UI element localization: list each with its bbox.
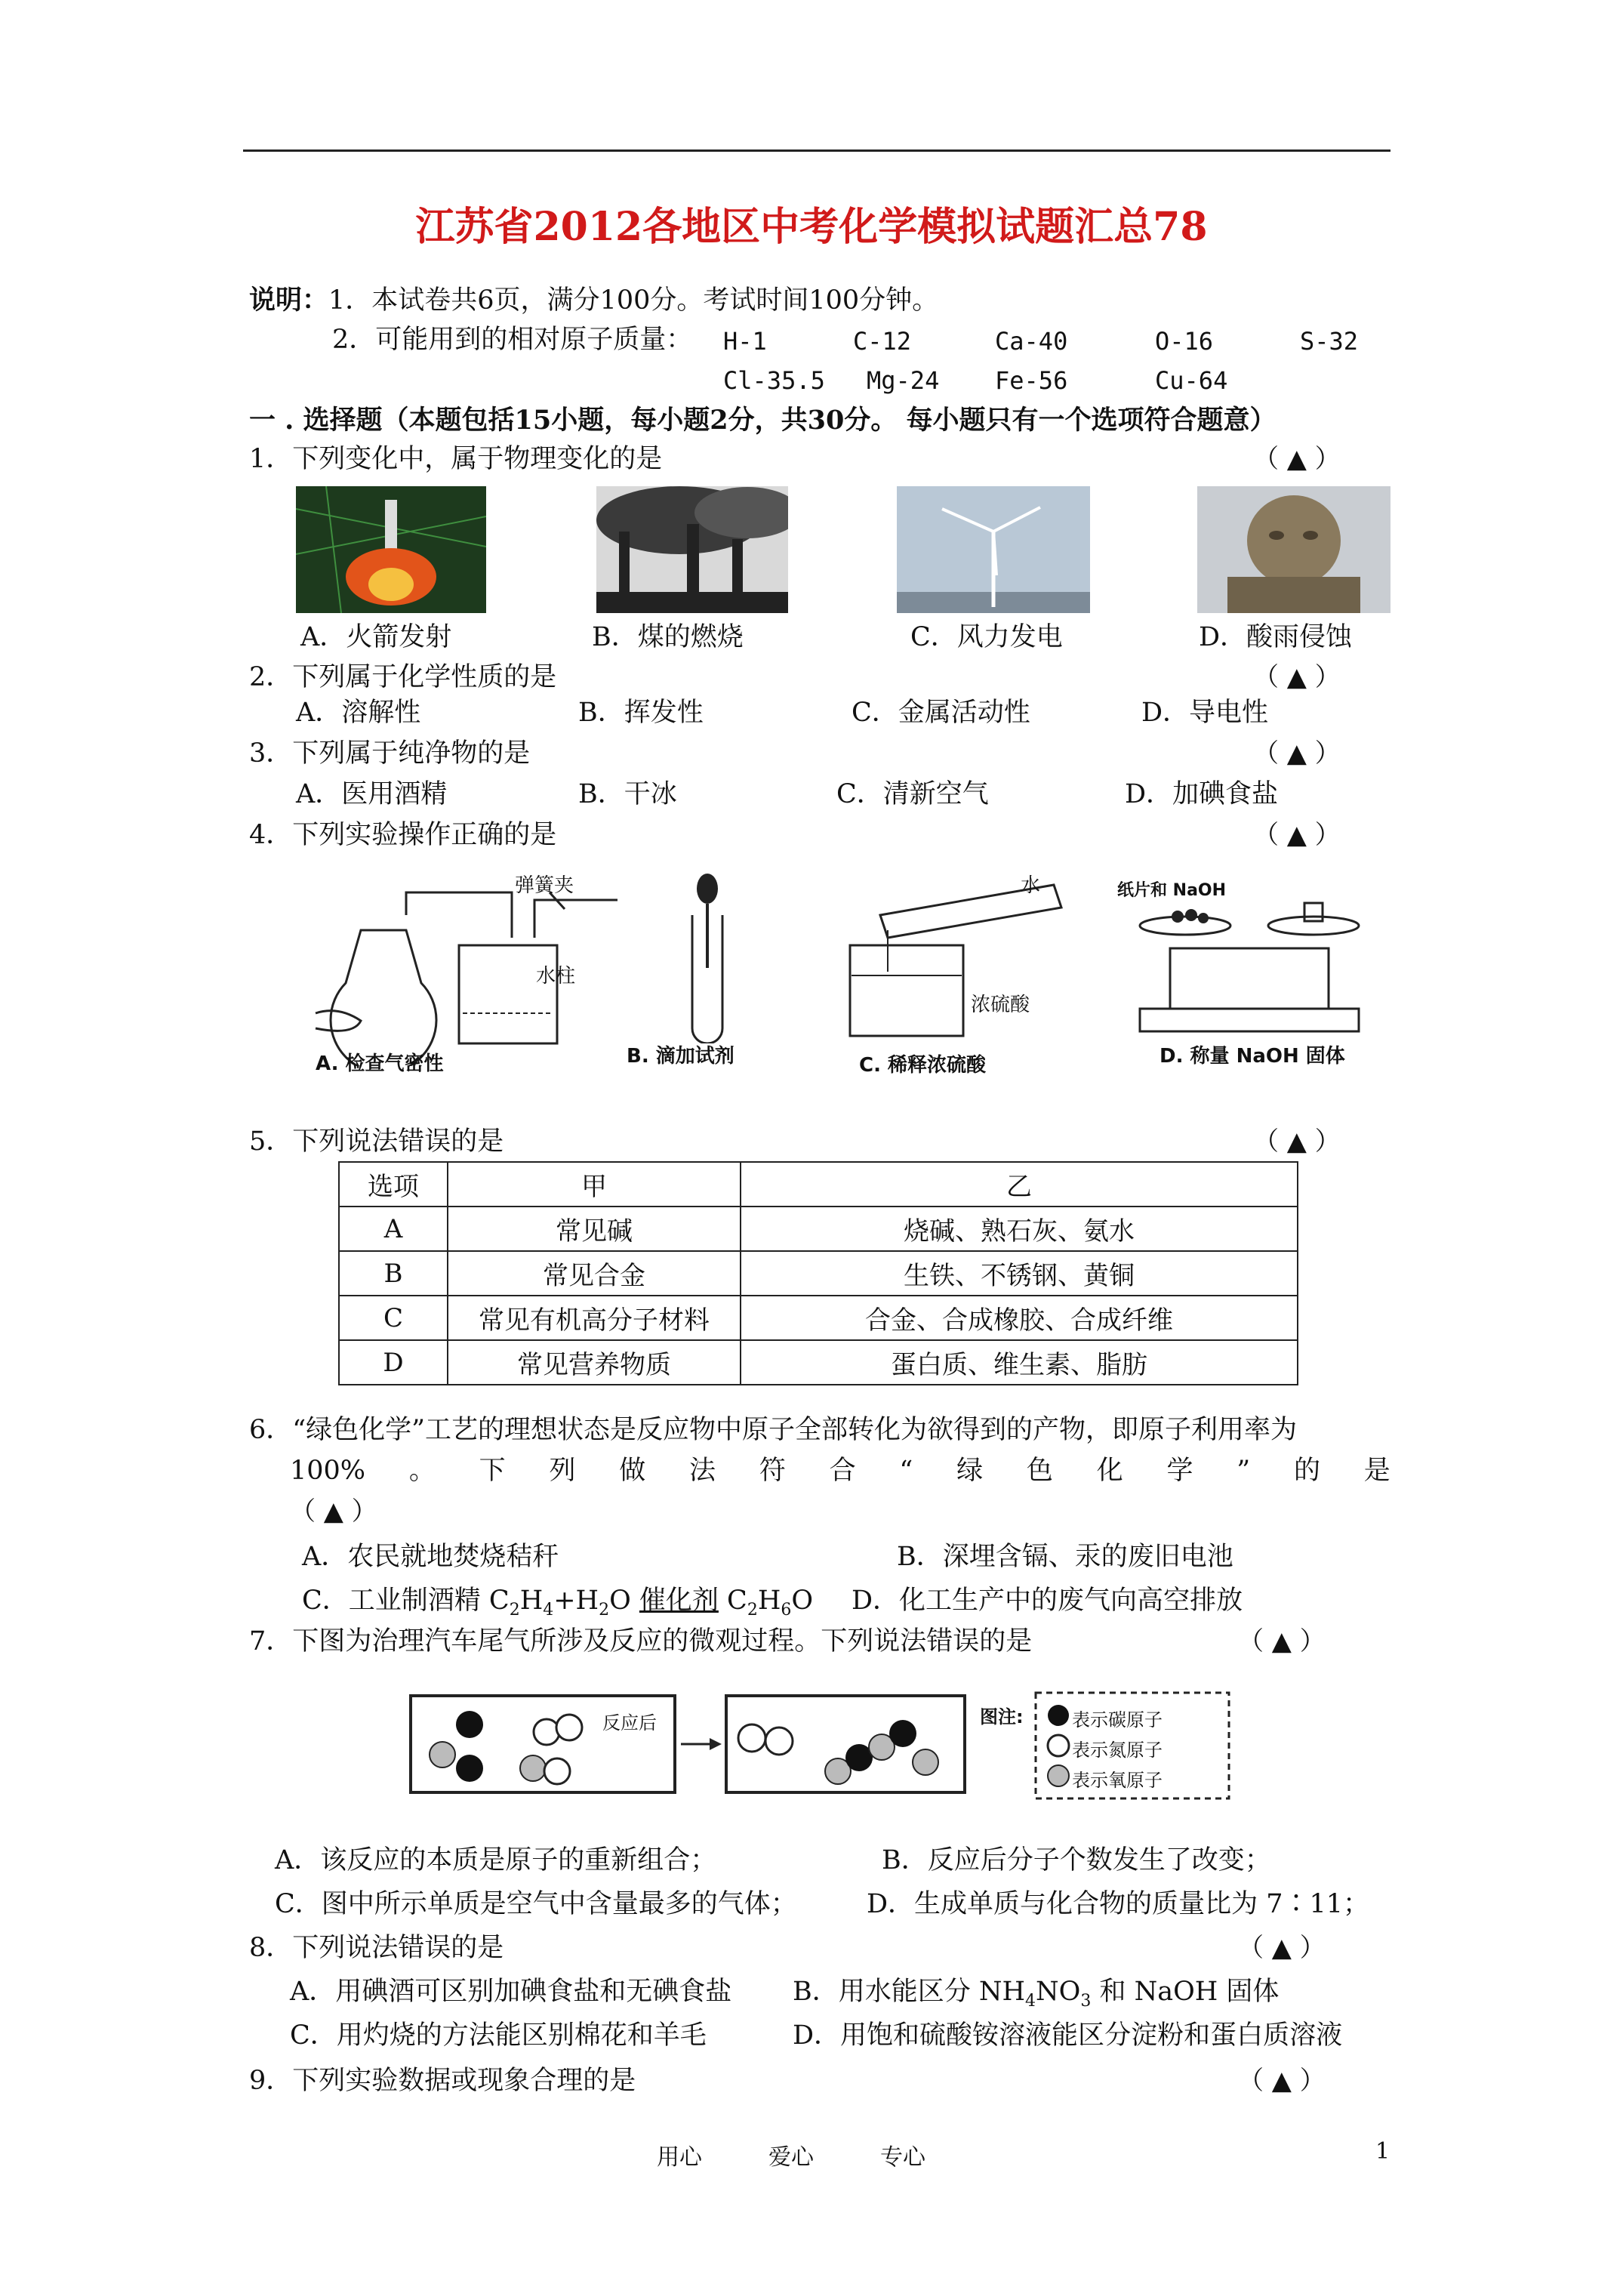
q6-word: 做 (619, 1456, 646, 1486)
legend-nitrogen: 表示氮原子 (1072, 1740, 1163, 1761)
rocket-launch-photo (296, 486, 486, 613)
spring-clip-callout: 弹簧夹 (515, 874, 574, 897)
q6-word: 的 (1293, 1456, 1320, 1486)
q6-option-b: B．深埋含镉、汞的废旧电池 (897, 1542, 1233, 1572)
footer-item: 爱心 (768, 2144, 814, 2171)
table-row (339, 1251, 1298, 1296)
table-row (339, 1340, 1298, 1385)
q6-word: 合 (829, 1456, 856, 1486)
q1-option-a: A．火箭发射 (300, 622, 452, 652)
q8-option-b: B．用水能区分 $NH_4NO_3$ 和 NaOH 固体 (793, 1977, 1280, 2011)
notes-line2-prefix: 2．可能用到的相对原子质量： (332, 325, 693, 355)
wind-turbine-photo (897, 486, 1090, 613)
q6-word: 绿 (956, 1456, 984, 1486)
water-column-callout: 水柱 (536, 965, 576, 988)
table-header: 甲 (448, 1162, 741, 1207)
q2-answer-mark: （ ▲ ） (1253, 662, 1341, 692)
q1-option-d: D．酸雨侵蚀 (1199, 622, 1353, 652)
reaction-arrow-label: 反应后 (602, 1712, 657, 1734)
q8-option-a: A．用碘酒可区别加碘食盐和无碘食盐 (290, 1977, 732, 2007)
q4-stem: 4．下列实验操作正确的是 (249, 820, 557, 850)
atomic-mass-cl: Cl-35.5 (723, 366, 825, 395)
table-cell: 生铁、不锈钢、黄铜 (741, 1251, 1298, 1296)
q5-table (338, 1161, 1298, 1385)
q2-stem: 2．下列属于化学性质的是 (249, 662, 557, 692)
q8-option-b-prefix: B．用水能区分 NH (793, 1977, 1025, 2007)
legend-carbon: 表示碳原子 (1072, 1709, 1163, 1730)
q4-label-a: A. 检查气密性 (316, 1052, 444, 1075)
notes-line1: 1．本试卷共6页，满分100分。考试时间100分钟。 (328, 285, 939, 316)
q3-answer-mark: （ ▲ ） (1253, 738, 1341, 769)
legend-title: 图注: (980, 1706, 1024, 1727)
q8-stem: 8．下列说法错误的是 (249, 1933, 504, 1963)
water-callout: 水 (1021, 874, 1041, 897)
q8-option-b-suffix: 和 NaOH 固体 (1091, 1977, 1280, 2007)
legend-oxygen: 表示氧原子 (1072, 1770, 1163, 1791)
q3-option-c: C．清新空气 (836, 779, 989, 809)
page-number: 1 (1375, 2138, 1390, 2165)
q5-answer-mark: （ ▲ ） (1253, 1126, 1341, 1157)
conc-sulfuric-callout: 浓硫酸 (971, 994, 1030, 1016)
table-row (339, 1207, 1298, 1251)
table-cell: 常见有机高分子材料 (448, 1296, 741, 1340)
table-cell: A (339, 1207, 448, 1251)
table-header-row (339, 1162, 1298, 1207)
q4-label-d: D. 称量 NaOH 固体 (1160, 1045, 1345, 1068)
notes-line2 (332, 323, 692, 356)
header-rule (243, 149, 1390, 152)
q6-word: “ (899, 1456, 913, 1486)
q9-answer-mark: （ ▲ ） (1238, 2066, 1326, 2096)
section-heading: 一 . 选择题（本题包括15小题，每小题2分，共30分。 每小题只有一个选项符合题意） (249, 405, 1277, 436)
catalyst-label: 催化剂 (639, 1586, 719, 1616)
table-row (339, 1296, 1298, 1340)
q7-answer-mark: （ ▲ ） (1238, 1626, 1326, 1657)
q5-stem: 5．下列说法错误的是 (249, 1126, 504, 1157)
notes-label: 说明： (249, 285, 329, 316)
q6-option-c-prefix: C．工业制酒精 C (302, 1586, 510, 1616)
q7-option-a: A．该反应的本质是原子的重新组合； (275, 1845, 717, 1875)
notes-block (249, 284, 938, 317)
q6-word: 。 (408, 1456, 436, 1486)
acid-rain-statue-photo (1197, 486, 1390, 613)
q2-option-c: C．金属活动性 (852, 698, 1030, 728)
atomic-mass-o: O-16 (1155, 327, 1214, 356)
q6-option-a: A．农民就地焚烧秸秆 (302, 1542, 559, 1572)
atomic-mass-h: H-1 (723, 327, 767, 356)
q1-option-c: C．风力发电 (910, 622, 1063, 652)
table-cell: 合金、合成橡胶、合成纤维 (741, 1296, 1298, 1340)
q1-answer-mark: （ ▲ ） (1253, 444, 1341, 474)
q2-option-d: D．导电性 (1141, 698, 1269, 728)
atomic-mass-c: C-12 (853, 327, 912, 356)
q6-word: ” (1236, 1456, 1251, 1486)
q7-option-b: B．反应后分子个数发生了改变； (882, 1845, 1271, 1875)
atomic-mass-cu: Cu-64 (1155, 366, 1228, 395)
q3-option-a: A．医用酒精 (296, 779, 448, 809)
q6-stem-line2 (290, 1454, 1390, 1487)
balance-diagram (1125, 880, 1374, 1039)
table-cell: 常见营养物质 (448, 1340, 741, 1385)
table-header: 乙 (741, 1162, 1298, 1207)
q4-label-c: C. 稀释浓硫酸 (859, 1054, 987, 1077)
table-cell: 蛋白质、维生素、脂肪 (741, 1340, 1298, 1385)
q8-option-c: C．用灼烧的方法能区别棉花和羊毛 (290, 2020, 707, 2051)
page-title: 江苏省2012各地区中考化学模拟试题汇总78 (415, 204, 1208, 250)
q6-word: 是 (1363, 1456, 1390, 1486)
q6-word: 100% (290, 1456, 366, 1486)
q6-answer-mark: （ ▲ ） (290, 1496, 377, 1527)
paper-naoh-callout: 纸片和 NaOH (1117, 881, 1227, 900)
q3-option-d: D．加碘食盐 (1125, 779, 1279, 809)
q2-option-a: A．溶解性 (296, 698, 421, 728)
q7-option-c: C．图中所示单质是空气中含量最多的气体； (275, 1889, 797, 1919)
q9-stem: 9．下列实验数据或现象合理的是 (249, 2066, 636, 2096)
q7-stem: 7．下图为治理汽车尾气所涉及反应的微观过程。下列说法错误的是 (249, 1626, 1033, 1657)
atomic-mass-mg: Mg-24 (867, 366, 940, 395)
table-header: 选项 (339, 1162, 448, 1207)
table-cell: B (339, 1251, 448, 1296)
footer-item: 专心 (880, 2144, 925, 2171)
q6-word: 符 (759, 1456, 786, 1486)
q6-stem-line1: 6．“绿色化学”工艺的理想状态是反应物中原子全部转化为欲得到的产物，即原子利用率为 (249, 1415, 1298, 1445)
atomic-mass-ca: Ca-40 (995, 327, 1068, 356)
q6-option-c: C．工业制酒精 $C_2H_4+H_2O$ 催化剂 $C_2H_6O$ (302, 1586, 814, 1620)
atomic-mass-s: S-32 (1300, 327, 1359, 356)
q1-option-b: B．煤的燃烧 (592, 622, 744, 652)
footer-item: 用心 (657, 2144, 702, 2171)
dropper-diagram (666, 870, 749, 1043)
q6-word: 法 (689, 1456, 716, 1486)
table-cell: D (339, 1340, 448, 1385)
q6-word: 色 (1026, 1456, 1053, 1486)
q4-label-b: B. 滴加试剂 (627, 1045, 735, 1068)
q7-option-d: D．生成单质与化合物的质量比为 7∶11； (867, 1889, 1369, 1919)
table-cell: 常见碱 (448, 1207, 741, 1251)
q2-option-b: B．挥发性 (578, 698, 704, 728)
q4-answer-mark: （ ▲ ） (1253, 820, 1341, 850)
table-cell: 常见合金 (448, 1251, 741, 1296)
q6-word: 化 (1096, 1456, 1123, 1486)
table-cell: 烧碱、熟石灰、氨水 (741, 1207, 1298, 1251)
q3-option-b: B．干冰 (578, 779, 677, 809)
coal-burning-photo (596, 486, 788, 613)
table-cell: C (339, 1296, 448, 1340)
atomic-mass-fe: Fe-56 (995, 366, 1068, 395)
q6-word: 学 (1166, 1456, 1193, 1486)
q6-word: 下 (479, 1456, 506, 1486)
q8-answer-mark: （ ▲ ） (1238, 1933, 1326, 1963)
q6-option-d: D．化工生产中的废气向高空排放 (852, 1586, 1243, 1616)
q3-stem: 3．下列属于纯净物的是 (249, 738, 531, 769)
q1-stem: 1．下列变化中，属于物理变化的是 (249, 444, 663, 474)
q8-option-d: D．用饱和硫酸铵溶液能区分淀粉和蛋白质溶液 (793, 2020, 1343, 2051)
q6-word: 列 (549, 1456, 576, 1486)
